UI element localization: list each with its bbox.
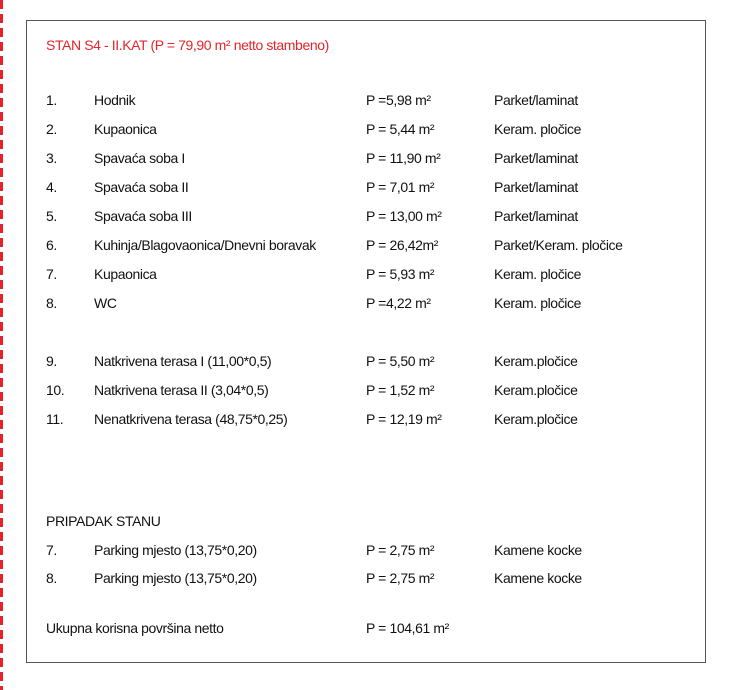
total-area: P = 104,61 m² [366, 620, 449, 636]
room-area: P = 7,01 m² [366, 179, 435, 195]
room-area: P =4,22 m² [366, 295, 431, 311]
floor-type: Kamene kocke [494, 542, 582, 558]
table-row [0, 150, 732, 170]
terrace-area: P = 12,19 m² [366, 411, 442, 427]
floor-type: Keram.pločice [494, 353, 578, 369]
table-row [0, 237, 732, 257]
row-number: 6. [46, 237, 57, 253]
room-name: Spavaća soba III [94, 208, 192, 224]
table-row [0, 382, 732, 402]
floor-type: Keram. pločice [494, 295, 581, 311]
room-area: P = 26,42m² [366, 237, 438, 253]
floor-type: Parket/laminat [494, 208, 578, 224]
row-number: 7. [46, 266, 57, 282]
row-number: 4. [46, 179, 57, 195]
section-heading-pripadak: PRIPADAK STANU [46, 513, 161, 529]
table-row [0, 570, 732, 590]
row-number: 2. [46, 121, 57, 137]
floor-type: Keram.pločice [494, 382, 578, 398]
room-name: Spavaća soba I [94, 150, 185, 166]
floor-type: Keram. pločice [494, 121, 581, 137]
floor-type: Parket/Keram. pločice [494, 237, 623, 253]
parking-area: P = 2,75 m² [366, 542, 435, 558]
table-row [0, 92, 732, 112]
room-name: Hodnik [94, 92, 136, 108]
page-title: STAN S4 - II.KAT (P = 79,90 m² netto stambeno) [46, 37, 329, 53]
floor-type: Parket/laminat [494, 179, 578, 195]
row-number: 8. [46, 570, 57, 586]
table-row [0, 542, 732, 562]
room-area: P = 5,44 m² [366, 121, 435, 137]
terrace-area: P = 5,50 m² [366, 353, 435, 369]
room-name: Spavaća soba II [94, 179, 189, 195]
row-number: 10. [46, 382, 65, 398]
room-area: P =5,98 m² [366, 92, 431, 108]
room-area: P = 5,93 m² [366, 266, 435, 282]
room-name: Kupaonica [94, 266, 157, 282]
row-number: 8. [46, 295, 57, 311]
floor-type: Keram.pločice [494, 411, 578, 427]
parking-area: P = 2,75 m² [366, 570, 435, 586]
table-row [0, 208, 732, 228]
room-area: P = 13,00 m² [366, 208, 442, 224]
terrace-name: Nenatkrivena terasa (48,75*0,25) [94, 411, 288, 427]
floor-type: Kamene kocke [494, 570, 582, 586]
total-label: Ukupna korisna površina netto [46, 620, 224, 636]
terrace-name: Natkrivena terasa I (11,00*0,5) [94, 353, 272, 369]
table-row [0, 411, 732, 431]
table-row [0, 266, 732, 286]
floor-type: Parket/laminat [494, 150, 578, 166]
table-row [0, 179, 732, 199]
floor-type: Keram. pločice [494, 266, 581, 282]
terrace-area: P = 1,52 m² [366, 382, 435, 398]
room-name: Kupaonica [94, 121, 157, 137]
table-row [0, 353, 732, 373]
room-name: Kuhinja/Blagovaonica/Dnevni boravak [94, 237, 316, 253]
terrace-name: Natkrivena terasa II (3,04*0,5) [94, 382, 269, 398]
row-number: 9. [46, 353, 57, 369]
row-number: 7. [46, 542, 57, 558]
floor-type: Parket/laminat [494, 92, 578, 108]
row-number: 5. [46, 208, 57, 224]
parking-name: Parking mjesto (13,75*0,20) [94, 542, 257, 558]
parking-name: Parking mjesto (13,75*0,20) [94, 570, 257, 586]
row-number: 11. [46, 411, 64, 427]
row-number: 1. [46, 92, 57, 108]
table-row [0, 295, 732, 315]
room-name: WC [94, 295, 117, 311]
table-row [0, 121, 732, 141]
document-frame [26, 20, 706, 663]
room-area: P = 11,90 m² [366, 150, 441, 166]
total-row [0, 620, 732, 640]
row-number: 3. [46, 150, 57, 166]
